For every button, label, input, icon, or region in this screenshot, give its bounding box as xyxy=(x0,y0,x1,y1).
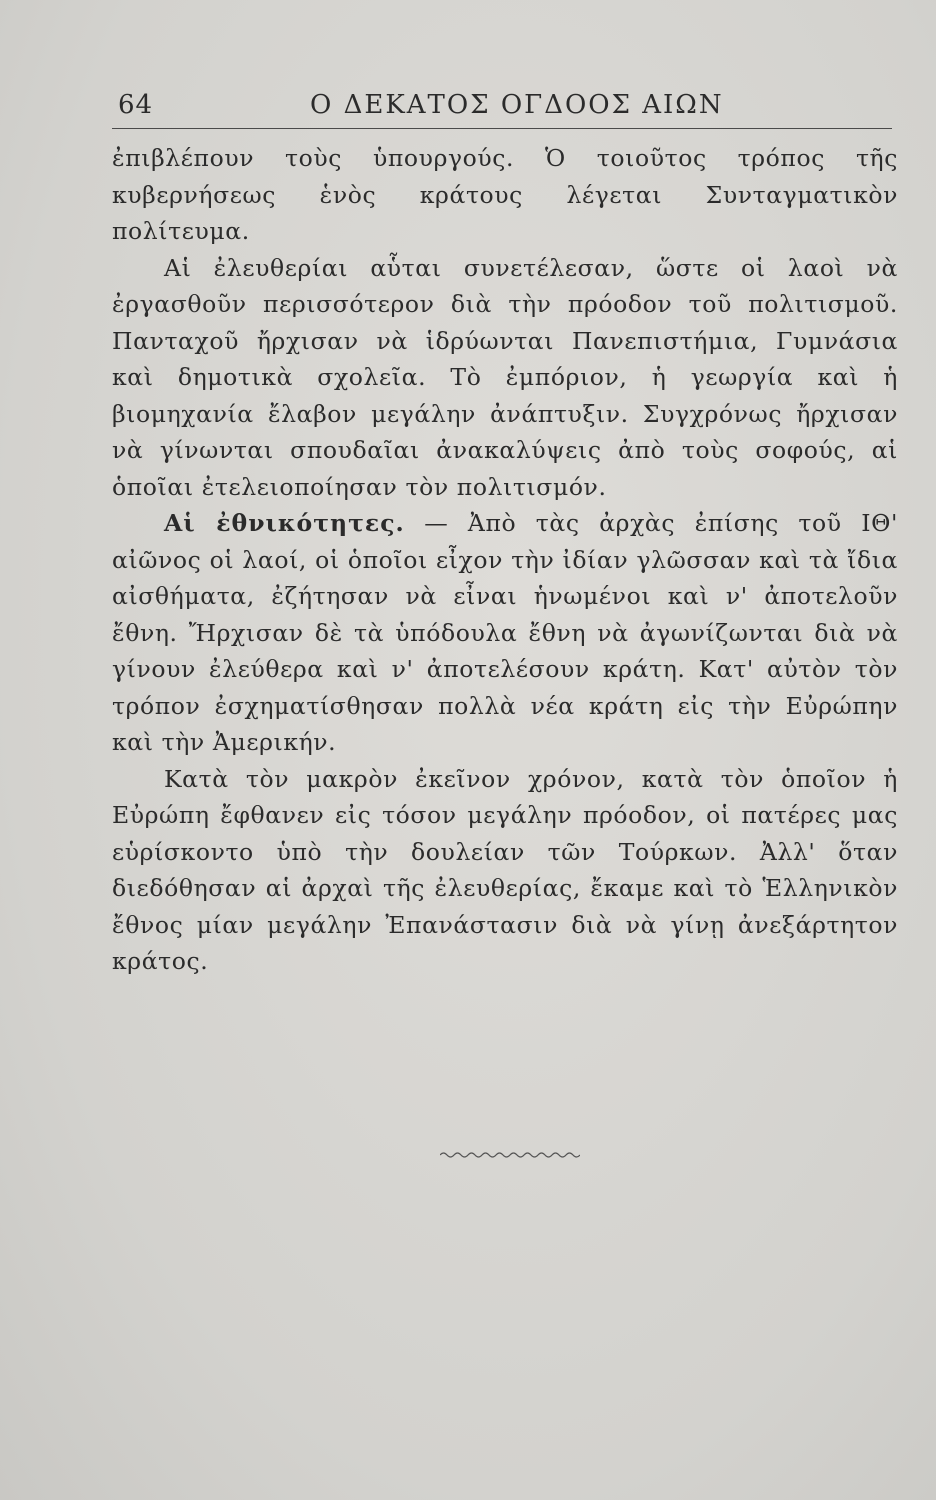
wavy-line-ornament xyxy=(440,1150,580,1160)
paragraph-3-container xyxy=(112,505,898,761)
page-number: 64 xyxy=(118,90,154,120)
paragraph-2: Αἱ ἐλευθερίαι αὗται συνετέλεσαν, ὥστε οἱ λαοὶ νὰ ἐργασθοῦν περισσότερον διὰ τὴν πρόοδον τοῦ πολιτισμοῦ. Πανταχοῦ ἤρχισαν νὰ ἱδρύωνται Πανεπιστήμια, Γυμνάσια καὶ δημοτικὰ σχολεῖα. Τὸ ἐμπόριον, ἡ γεωργία καὶ ἡ βιομηχανία ἔλαβον μεγάλην ἀνάπτυξιν. Συγχρόνως ἤρχισαν νὰ γίνωνται σπουδαῖαι ἀνακαλύψεις ἀπὸ τοὺς σοφούς, αἱ ὁποῖαι ἐτελειοποίησαν τὸν πολιτισμόν. xyxy=(112,253,898,501)
section-heading: Αἱ ἐθνικότητες. xyxy=(164,509,405,537)
running-title: Ο ΔΕΚΑΤΟΣ ΟΓΔΟΟΣ ΑΙΩΝ xyxy=(310,90,724,120)
body-text xyxy=(112,140,898,980)
paragraph-1: ἐπιβλέπουν τοὺς ὑπουργούς. Ὁ τοιοῦτος τρόπος τῆς κυβερνήσεως ἑνὸς κράτους λέγεται Συνταγματικὸν πολίτευμα. xyxy=(112,144,898,245)
page-header xyxy=(112,84,892,129)
paragraph-3: — Ἀπὸ τὰς ἀρχὰς ἐπίσης τοῦ ΙΘ' αἰῶνος οἱ λαοί, οἱ ὁποῖοι εἶχον τὴν ἰδίαν γλῶσσαν καὶ τὰ ἴδια αἰσθήματα, ἐζήτησαν νὰ εἶναι ἡνωμένοι καὶ ν' ἀποτελοῦν ἔθνη. Ἤρχισαν δὲ τὰ ὑπόδουλα ἔθνη νὰ ἀγωνίζωνται διὰ νὰ γίνουν ἐλεύθερα καὶ ν' ἀποτελέσουν κράτη. Κατ' αὐτὸν τὸν τρόπον ἐσχηματίσθησαν πολλὰ νέα κράτη εἰς τὴν Εὐρώπην καὶ τὴν Ἀμερικήν. xyxy=(112,509,899,756)
paragraph-4: Κατὰ τὸν μακρὸν ἐκεῖνον χρόνον, κατὰ τὸν ὁποῖον ἡ Εὐρώπη ἔφθανεν εἰς τόσον μεγάλην πρόοδον, οἱ πατέρες μας εὑρίσκοντο ὑπὸ τὴν δουλείαν τῶν Τούρκων. Ἀλλ' ὅταν διεδόθησαν αἱ ἀρχαὶ τῆς ἐλευθερίας, ἔκαμε καὶ τὸ Ἑλληνικὸν ἔθνος μίαν μεγάλην Ἐπανάστασιν διὰ νὰ γίνῃ ἀνεξάρτητον κράτος. xyxy=(112,764,898,975)
